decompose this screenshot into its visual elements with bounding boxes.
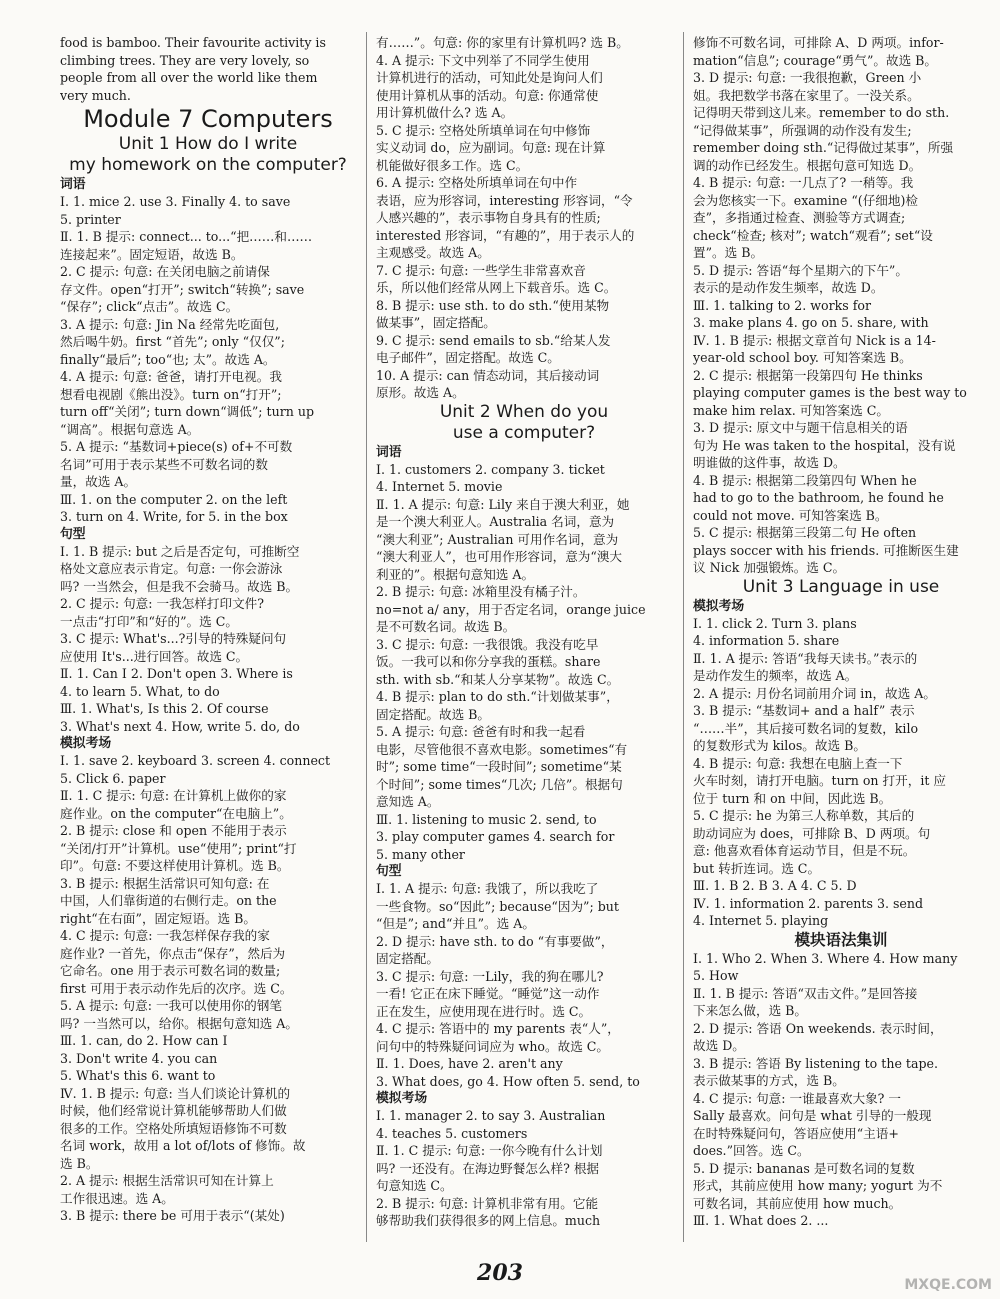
text-line: 记得明天带到这儿来。remember to do sth. xyxy=(693,105,950,120)
text-line: 5. Click 6. paper xyxy=(60,770,166,786)
column-divider xyxy=(366,32,367,1242)
text-line: 置”。选 B。 xyxy=(693,245,764,260)
text-line: remember doing sth.“记得做过某事”，所强 xyxy=(693,140,954,155)
text-line: 实义动词 do，应为副词。句意: 现在计算 xyxy=(376,140,606,155)
text-line: Ⅲ. 1. B 2. B 3. A 4. C 5. D xyxy=(693,878,857,893)
text-line: people from all over the world like them xyxy=(60,70,318,85)
text-line: 存文件。open“打开”; switch“转换”; save xyxy=(60,281,305,297)
text-line: 3. C 提示: 句意: 一我很饿。我没有吃早 xyxy=(376,636,599,652)
text-line: 表示的是动作发生频率，故选 D。 xyxy=(693,280,884,295)
text-line: 5. D 提示: bananas 是可数名词的复数 xyxy=(693,1160,915,1176)
text-line: 9. C 提示: send emails to sb.“给某人发 xyxy=(376,332,611,348)
text-line: 5. How xyxy=(693,968,739,983)
section-heading-moni: 模拟考场 xyxy=(376,1091,428,1106)
text-line: 2. B 提示: 句意: 冰箱里没有橘子汁。 xyxy=(376,584,586,599)
text-line: first 可用于表示动作先后的次序。选 C。 xyxy=(60,980,293,996)
text-line: 问句中的特殊疑问词应为 who。故选 C。 xyxy=(376,1038,610,1054)
text-line: could not move. 可知答案选 B。 xyxy=(693,507,888,523)
text-line: 正在发生，应使用现在进行时。选 C。 xyxy=(376,1003,592,1019)
text-line: Ⅱ. 1. C 提示: 句意: 在计算机上做你的家 xyxy=(60,788,287,803)
text-line: 4. B 提示: plan to do sth.“计划做某事”， xyxy=(376,689,619,704)
text-line: “澳大利亚人”，也可用作形容词，意为“澳大 xyxy=(376,549,623,564)
column-divider xyxy=(683,32,684,1242)
text-line: 应使用 It's...进行回答。故选 C。 xyxy=(60,648,249,664)
text-line: 3. play computer games 4. search for xyxy=(376,829,615,844)
text-line: “……半”，其后接可数名词的复数，kilo xyxy=(693,720,919,736)
text-line: 机能做好很多工作。选 C。 xyxy=(376,157,529,173)
text-line: 4. C 提示: 答语中的 my parents 表“人”， xyxy=(376,1021,620,1036)
text-line: 2. C 提示: 句意: 一我怎样打印文件? xyxy=(60,596,265,611)
section-heading-juxing: 句型 xyxy=(376,864,402,879)
text-line: 4. B 提示: 句意: 我想在电脑上查一下 xyxy=(693,755,903,771)
text-line: 8. B 提示: use sth. to do sth.“使用某物 xyxy=(376,297,610,313)
text-line: 3. A 提示: 句意: Jin Na 经常先吃面包, xyxy=(60,316,280,332)
text-line: does.”回答。选 C。 xyxy=(693,1143,810,1158)
text-line: 个时间”; some times“几次; 几倍”。根据句 xyxy=(376,776,623,792)
col1-answers-b xyxy=(60,543,356,736)
text-line: “保存”; click“点击”。故选 C。 xyxy=(60,299,239,314)
text-line: 4. information 5. share xyxy=(693,633,840,648)
text-line: Ⅲ. 1. can, do 2. How can I xyxy=(60,1033,228,1048)
text-line: 5. D 提示: 答语“每个星期六的下午”。 xyxy=(693,262,908,278)
text-line: 原形。故选 A。 xyxy=(376,385,465,400)
text-line: 表示做某事的方式，选 B。 xyxy=(693,1073,845,1088)
grammar-section-title: 模块语法集训 xyxy=(794,930,888,949)
text-line: 是一个澳大利亚人。Australia 名词，意为 xyxy=(376,514,615,529)
text-line: 议 Nick 加强锻炼。选 C。 xyxy=(693,560,846,575)
text-line: 2. C 提示: 根据第一段第四句 He thinks xyxy=(693,367,923,383)
text-line: 5. many other xyxy=(376,846,465,862)
text-line: turn off“关闭”; turn down“调低”; turn up xyxy=(60,404,315,419)
text-line: 6. A 提示: 空格处所填单词在句中作 xyxy=(376,175,578,190)
text-line: but 转折连词。选 C。 xyxy=(693,860,821,876)
column-1 xyxy=(60,34,356,1225)
text-line: 火车时刻，请打开电脑。turn on 打开，it 应 xyxy=(693,773,947,788)
col1-answers-a xyxy=(60,193,356,526)
text-line: 固定搭配。 xyxy=(376,951,439,966)
text-line: 修饰不可数名词，可排除 A、D 两项。infor- xyxy=(693,35,944,50)
col3-answers-b xyxy=(693,615,989,930)
text-line: make him relax. 可知答案选 C。 xyxy=(693,402,889,418)
text-line: 它命名。one 用于表示可数名词的数量; xyxy=(60,963,281,978)
text-line: Ⅲ. 1. What does 2. ... xyxy=(693,1213,829,1228)
col2-answers-c xyxy=(376,880,672,1090)
text-line: 选 B。 xyxy=(60,1155,99,1171)
text-line: 5. A 提示: “基数词+piece(s) of+不可数 xyxy=(60,439,293,454)
text-line: 3. Don't write 4. you can xyxy=(60,1050,218,1066)
text-line: Ⅰ. 1. B 提示: but 之后是否定句，可推断空 xyxy=(60,543,300,559)
unit1-title-line2: my homework on the computer? xyxy=(69,155,347,175)
text-line: Ⅰ. 1. Who 2. When 3. Where 4. How many xyxy=(693,950,958,966)
text-line: 量，故选 A。 xyxy=(60,474,137,489)
text-line: 4. Internet 5. playing xyxy=(693,913,829,928)
text-line: 一看! 它正在床下睡觉。“睡觉”这一动作 xyxy=(376,986,600,1001)
text-line: 5. printer xyxy=(60,211,121,227)
text-line: 利亚的”。根据句意知选 A。 xyxy=(376,566,535,582)
text-line: 3. What does, go 4. How often 5. send, to xyxy=(376,1073,640,1089)
text-line: sth. with sb.“和某人分享某物”。故选 C。 xyxy=(376,671,620,687)
text-line: 会为您核实一下。examine “(仔细地)检 xyxy=(693,192,918,208)
text-line: 印”。句意: 不要这样使用计算机。选 B。 xyxy=(60,858,290,873)
text-line: 下来怎么做，选 B。 xyxy=(693,1003,808,1018)
text-line: 乐，所以他们经常从网上下载音乐。选 C。 xyxy=(376,280,617,295)
text-line: 使用计算机从事的活动。句意: 你通常使 xyxy=(376,87,599,103)
text-line: check“检查; 核对”; watch“观看”; set“设 xyxy=(693,227,933,243)
text-line: 时”; some time“一段时间”; sometime“某 xyxy=(376,759,622,774)
text-line: 庭作业? 一首先，你点击“保存”，然后为 xyxy=(60,945,286,961)
text-line: 够帮助我们获得很多的网上信息。much xyxy=(376,1213,601,1228)
text-line: 2. D 提示: 答语 On weekends. 表示时间， xyxy=(693,1020,943,1036)
text-line: Ⅲ. 1. talking to 2. works for xyxy=(693,297,872,313)
text-line: mation“信息”; courage“勇气”。故选 B。 xyxy=(693,52,938,68)
text-line: 一些食物。so“因此”; because“因为”; but xyxy=(376,898,619,914)
text-line: Ⅳ. 1. B 提示: 句意: 当人们谈论计算机的 xyxy=(60,1085,291,1101)
text-line: 一点击“打印”和“好的”。选 C。 xyxy=(60,613,238,629)
text-line: Ⅲ. 1. listening to music 2. send, to xyxy=(376,811,597,827)
text-line: 然后喝牛奶。first “首先”; only “仅仅”; xyxy=(60,334,285,349)
text-line: 计算机进行的活动，可知此处是询问人们 xyxy=(376,70,603,85)
text-line: 名词 work，故用 a lot of/lots of 修饰。故 xyxy=(60,1138,306,1153)
text-line: “澳大利亚”; Australian 可用作名词，意为 xyxy=(376,531,619,547)
text-line: Ⅰ. 1. click 2. Turn 3. plans xyxy=(693,615,857,631)
text-line: 主观感受。故选 A。 xyxy=(376,245,490,260)
section-heading-moni: 模拟考场 xyxy=(60,736,112,751)
text-line: interested 形容词，“有趣的”，用于表示人的 xyxy=(376,227,635,243)
text-line: 时候，他们经常说计算机能够帮助人们做 xyxy=(60,1103,287,1118)
text-line: Ⅲ. 1. What's, Is this 2. Of course xyxy=(60,701,269,716)
text-line: 3. D 提示: 原文中与题干信息相关的语 xyxy=(693,420,908,435)
text-line: 2. B 提示: 句意: 计算机非常有用。它能 xyxy=(376,1195,599,1211)
text-line: 姐。我把数学书落在家里了。一没关系。 xyxy=(693,87,920,103)
text-line: 4. B 提示: 根据第二段第四句 When he xyxy=(693,472,917,488)
text-line: 在时特殊疑问句，答语应使用“主语+ xyxy=(693,1125,899,1141)
col3-answers-c xyxy=(693,950,989,1230)
text-line: 4. C 提示: 句意: 一我怎样保存我的家 xyxy=(60,928,270,943)
text-line: Ⅱ. 1. B 提示: connect... to...“把……和…… xyxy=(60,229,313,244)
unit3-title: Unit 3 Language in use xyxy=(742,576,940,597)
text-line: 4. to learn 5. What, to do xyxy=(60,683,220,699)
text-line: 电子邮件”，固定搭配。故选 C。 xyxy=(376,350,560,365)
text-line: Ⅰ. 1. mice 2. use 3. Finally 4. to save xyxy=(60,194,291,209)
text-line: “关闭/打开”计算机。use“使用”; print“打 xyxy=(60,840,297,856)
text-line: Ⅱ. 1. A 提示: 句意: Lily 来自于澳大利亚，她 xyxy=(376,496,630,512)
text-line: 做某事”，固定搭配。 xyxy=(376,315,496,330)
column-2 xyxy=(376,34,672,1230)
text-line: 2. C 提示: 句意: 在关闭电脑之前请保 xyxy=(60,264,270,279)
text-line: food is bamboo. Their favourite activity is xyxy=(60,35,326,50)
watermark-logo: MXQE.COM xyxy=(904,1277,992,1293)
text-line: 4. teaches 5. customers xyxy=(376,1125,528,1141)
text-line: 句为 He was taken to the hospital，没有说 xyxy=(693,437,956,453)
text-line: Ⅱ. 1. Does, have 2. aren't any xyxy=(376,1056,563,1071)
text-line: climbing trees. They are very lovely, so xyxy=(60,52,310,68)
text-line: 2. B 提示: close 和 open 不能用于表示 xyxy=(60,823,287,838)
text-line: “调高”。根据句意选 A。 xyxy=(60,421,200,437)
section-heading-cihui: 词语 xyxy=(376,444,402,460)
text-line: 连接起来”。固定短语，故选 B。 xyxy=(60,246,244,262)
col2-answers-d xyxy=(376,1107,672,1230)
text-line: 3. turn on 4. Write, for 5. in the box xyxy=(60,509,288,524)
text-line: finally“最后”; too“也; 太”。故选 A。 xyxy=(60,351,276,367)
text-line: 明谁做的这件事，故选 D。 xyxy=(693,455,846,470)
text-line: 意知选 A。 xyxy=(376,794,440,809)
section-heading-moni: 模拟考场 xyxy=(693,598,745,614)
text-line: very much. xyxy=(60,87,131,103)
text-line: no=not a/ any，用于否定名词，orange juice xyxy=(376,601,646,617)
text-line: playing computer games is the best way to xyxy=(693,385,967,400)
unit1-title-line1: Unit 1 How do I write xyxy=(118,134,298,154)
text-line: Ⅳ. 1. B 提示: 根据文章首句 Nick is a 14- xyxy=(693,332,936,348)
text-line: Ⅲ. 1. on the computer 2. on the left xyxy=(60,491,288,507)
text-line: 3. D 提示: 句意: 一我很抱歉，Green 小 xyxy=(693,70,922,85)
text-line: 5. C 提示: 空格处所填单词在句中修饰 xyxy=(376,122,591,138)
text-line: 用计算机做什么? 选 A。 xyxy=(376,105,514,120)
text-line: 助动词应为 does，可排除 B、D 两项。句 xyxy=(693,825,931,841)
text-line: 7. C 提示: 句意: 一些学生非常喜欢音 xyxy=(376,262,586,278)
text-line: “记得做某事”，所强调的动作没有发生; xyxy=(693,122,912,138)
col1-answers-c xyxy=(60,752,356,1225)
text-line: 句意知选 C。 xyxy=(376,1178,453,1193)
text-line: Ⅳ. 1. information 2. parents 3. send xyxy=(693,895,924,911)
unit2-title-line2: use a computer? xyxy=(452,422,596,443)
text-line: 表语，应为形容词，interesting 形容词，“令 xyxy=(376,192,633,208)
section-heading-juxing: 句型 xyxy=(60,526,86,542)
text-line: Sally 最喜欢。问句是 what 引导的一般现 xyxy=(693,1108,932,1123)
text-line: 4. C 提示: 句意: 一谁最喜欢大象? 一 xyxy=(693,1090,902,1106)
text-line: 可数名词，其前应使用 how much。 xyxy=(693,1195,902,1211)
text-line: 格处文意应表示肯定。句意: 一你会游泳 xyxy=(60,561,283,576)
text-line: 5. A 提示: 句意: 一我可以使用你的钢笔 xyxy=(60,998,282,1013)
text-line: plays soccer with his friends. 可推断医生建 xyxy=(693,542,959,558)
text-line: 的复数形式为 kilos。故选 B。 xyxy=(693,738,866,753)
unit2-title-line1: Unit 2 When do you xyxy=(439,401,609,422)
text-line: 10. A 提示: can 情态动词，其后接动词 xyxy=(376,367,600,383)
text-line: 3. C 提示: 句意: 一Lily，我的狗在哪儿? xyxy=(376,968,604,984)
text-line: 5. A 提示: 句意: 爸爸有时和我一起看 xyxy=(376,724,586,739)
text-line: 5. C 提示: he 为第三人称单数，其后的 xyxy=(693,808,915,823)
text-line: 3. B 提示: there be 可用于表示“(某处) xyxy=(60,1208,285,1223)
text-line: 5. What's this 6. want to xyxy=(60,1068,216,1083)
text-line: 有……”。句意: 你的家里有计算机吗? 选 B。 xyxy=(376,35,629,50)
text-line: 2. A 提示: 根据生活常识可知在计算上 xyxy=(60,1173,274,1188)
text-line: 庭作业。on the computer“在电脑上”。 xyxy=(60,805,292,821)
text-line: “但是”; and“并且”。选 A。 xyxy=(376,916,535,931)
page-number: 203 xyxy=(477,1260,523,1286)
text-line: 3. C 提示: What's...?引导的特殊疑问句 xyxy=(60,631,287,646)
text-line: Ⅱ. 1. C 提示: 句意: 一你今晚有什么计划 xyxy=(376,1143,603,1158)
text-line: right“在右面”，固定短语。选 B。 xyxy=(60,910,256,926)
text-line: 2. A 提示: 月份名词前用介词 in，故选 A。 xyxy=(693,685,936,701)
text-line: 5. C 提示: 根据第三段第二句 He often xyxy=(693,525,917,540)
text-line: 调的动作已经发生。根据句意可知选 D。 xyxy=(693,157,922,173)
text-line: 3. B 提示: 答语 By listening to the tape. xyxy=(693,1055,938,1071)
text-line: 查”，多指通过检查、测验等方式调查; xyxy=(693,210,906,225)
text-line: 名词”可用于表示某些不可数名词的数 xyxy=(60,456,268,472)
text-line: 4. A 提示: 句意: 爸爸，请打开电视。我 xyxy=(60,369,282,384)
text-line: 很多的工作。空格处所填短语修饰不可数 xyxy=(60,1120,287,1136)
text-line: 意: 他喜欢看体育运动节目，但是不玩。 xyxy=(693,843,916,858)
text-line: 3. make plans 4. go on 5. share, with xyxy=(693,315,929,330)
text-line: 固定搭配。故选 B。 xyxy=(376,706,491,722)
col1-top-lines xyxy=(60,34,356,104)
text-line: Ⅰ. 1. customers 2. company 3. ticket xyxy=(376,461,605,477)
text-line: 故选 D。 xyxy=(693,1038,745,1053)
text-line: Ⅰ. 1. save 2. keyboard 3. screen 4. connect xyxy=(60,753,331,768)
text-line: 3. B 提示: 根据生活常识可知句意: 在 xyxy=(60,875,270,891)
text-line: 吗? 一还没有。在海边野餐怎么样? 根据 xyxy=(376,1160,600,1176)
text-line: 是动作发生的频率，故选 A。 xyxy=(693,668,858,683)
text-line: 人感兴趣的”，表示事物自身具有的性质; xyxy=(376,210,601,225)
text-line: 饭。一我可以和你分享我的蛋糕。share xyxy=(376,654,601,669)
text-line: Ⅰ. 1. A 提示: 句意: 我饿了，所以我吃了 xyxy=(376,881,599,896)
text-line: 4. B 提示: 句意: 一几点了? 一稍等。我 xyxy=(693,175,914,190)
text-line: 想看电视剧《熊出没》。turn on“打开”; xyxy=(60,386,282,402)
text-line: 3. B 提示: “基数词+ and a half” 表示 xyxy=(693,703,915,718)
text-line: Ⅱ. 1. B 提示: 答语“双击文件。”是回答接 xyxy=(693,985,918,1001)
text-line: Ⅱ. 1. A 提示: 答语“我每天读书。”表示的 xyxy=(693,650,918,666)
text-line: 吗? 一当然会，但是我不会骑马。故选 B。 xyxy=(60,578,299,594)
col2-answers-a xyxy=(376,34,672,402)
text-line: Ⅱ. 1. Can I 2. Don't open 3. Where is xyxy=(60,666,293,681)
text-line: 4. A 提示: 下文中列举了不同学生使用 xyxy=(376,52,590,68)
text-line: 中国，人们靠街道的右侧行走。on the xyxy=(60,893,277,908)
text-line: 吗? 一当然可以，给你。根据句意知选 A。 xyxy=(60,1015,298,1031)
col2-answers-b xyxy=(376,461,672,864)
text-line: 位于 turn 和 on 中间，因此选 B。 xyxy=(693,790,892,806)
text-line: 形式，其前应使用 how many; yogurt 为不 xyxy=(693,1178,943,1193)
text-line: Ⅰ. 1. manager 2. to say 3. Australian xyxy=(376,1108,606,1123)
text-line: 工作很迅速。选 A。 xyxy=(60,1190,174,1206)
text-line: 电影，尽管他很不喜欢电影。sometimes“有 xyxy=(376,741,628,757)
col3-answers-a xyxy=(693,34,989,577)
text-line: had to go to the bathroom, he found he xyxy=(693,490,944,505)
text-line: 2. D 提示: have sth. to do “有事要做”， xyxy=(376,933,614,949)
text-line: 3. What's next 4. How, write 5. do, do xyxy=(60,718,300,734)
text-line: year-old school boy. 可知答案选 B。 xyxy=(693,350,912,365)
module-title: Module 7 Computers xyxy=(83,105,333,133)
text-line: 是不可数名词。故选 B。 xyxy=(376,619,516,634)
text-line: 4. Internet 5. movie xyxy=(376,479,503,494)
section-heading-cihui: 词语 xyxy=(60,177,86,192)
column-3 xyxy=(693,34,989,1230)
